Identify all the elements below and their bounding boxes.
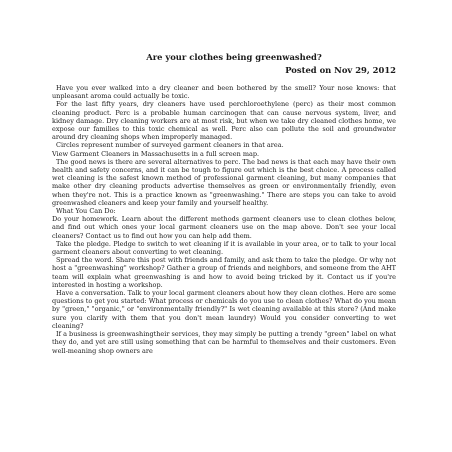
article-paragraph: Take the pledge. Pledge to switch to wet cleaning if it is available in your area, or to talk to your local garment cleaners about converting to wet cleaning. <box>52 239 396 257</box>
article-paragraph: What You Can Do: <box>56 207 116 216</box>
post-date: Posted on Nov 29, 2012 <box>285 65 396 75</box>
article-paragraph: Spread the word. Share this post with friends and family, and ask them to take the pledge. Or why not host a "greenwashing" workshop? Gather a group of friends and neighbors, and someone from the AHT team will explain what greenwashing is and how to avoid being tricked by it. Contact us if you're interested in hosting a workshop. <box>52 256 396 289</box>
article-paragraph: Have you ever walked into a dry cleaner and been bothered by the smell? Your nose knows: that unpleasant aroma could actually be toxic. <box>52 84 396 101</box>
article-paragraph: Have a conversation. Talk to your local garment cleaners about how they clean clothes. Here are some questions to get you started: What process or chemicals do you use to clean clothes? What do you mean by "green," "organic," or "environmentally friendly?" Is wet cleaning available at this store? (And make sure you clarify with them that you don't mean laundry) Would you consider converting to wet cleaning? <box>52 289 396 330</box>
article-paragraph: Do your homework. Learn about the different methods garment cleaners use to clean clothes below, and find out which ones your local garment cleaners use on the map above. Don't see your local cleaners? Contact us to find out how you can help add them. <box>52 215 396 240</box>
article-paragraph: If a business is greenwashingtheir services, they may simply be putting a trendy "green" label on what they do, and yet are still using something that can be harmful to themselves and their customers. Even well-meaning shop owners are <box>52 330 396 355</box>
article-paragraph: The good news is there are several alternatives to perc. The bad news is that each may have their own health and safety concerns, and it can be tough to figure out which is the best choice. A process called wet cleaning is the safest known method of professional garment cleaning, but many companies that make other dry cleaning products advertise themselves as green or environmentally friendly, even when they're not. This is a practice known as "greenwashing." There are steps you can take to avoid greenwashed cleaners and keep your family and yourself healthy. <box>52 157 396 207</box>
article-paragraph: Circles represent number of surveyed garment cleaners in that area. <box>56 141 284 150</box>
article-paragraph: View Garment Cleaners in Massachusetts in a full screen map. <box>52 149 260 158</box>
article-title: Are your clothes being greenwashed? <box>146 52 322 62</box>
article-body <box>52 84 396 355</box>
article-paragraph: For the last fifty years, dry cleaners have used perchloroethylene (perc) as their most common cleaning product. Perc is a probable human carcinogen that can cause nervous system, liver, and kidney damage. Dry cleaning workers are at most risk, but when we take dry cleaned clothes home, we expose our families to this toxic chemical as well. Perc also can pollute the soil and groundwater around dry cleaning shops when improperly managed. <box>52 100 396 142</box>
